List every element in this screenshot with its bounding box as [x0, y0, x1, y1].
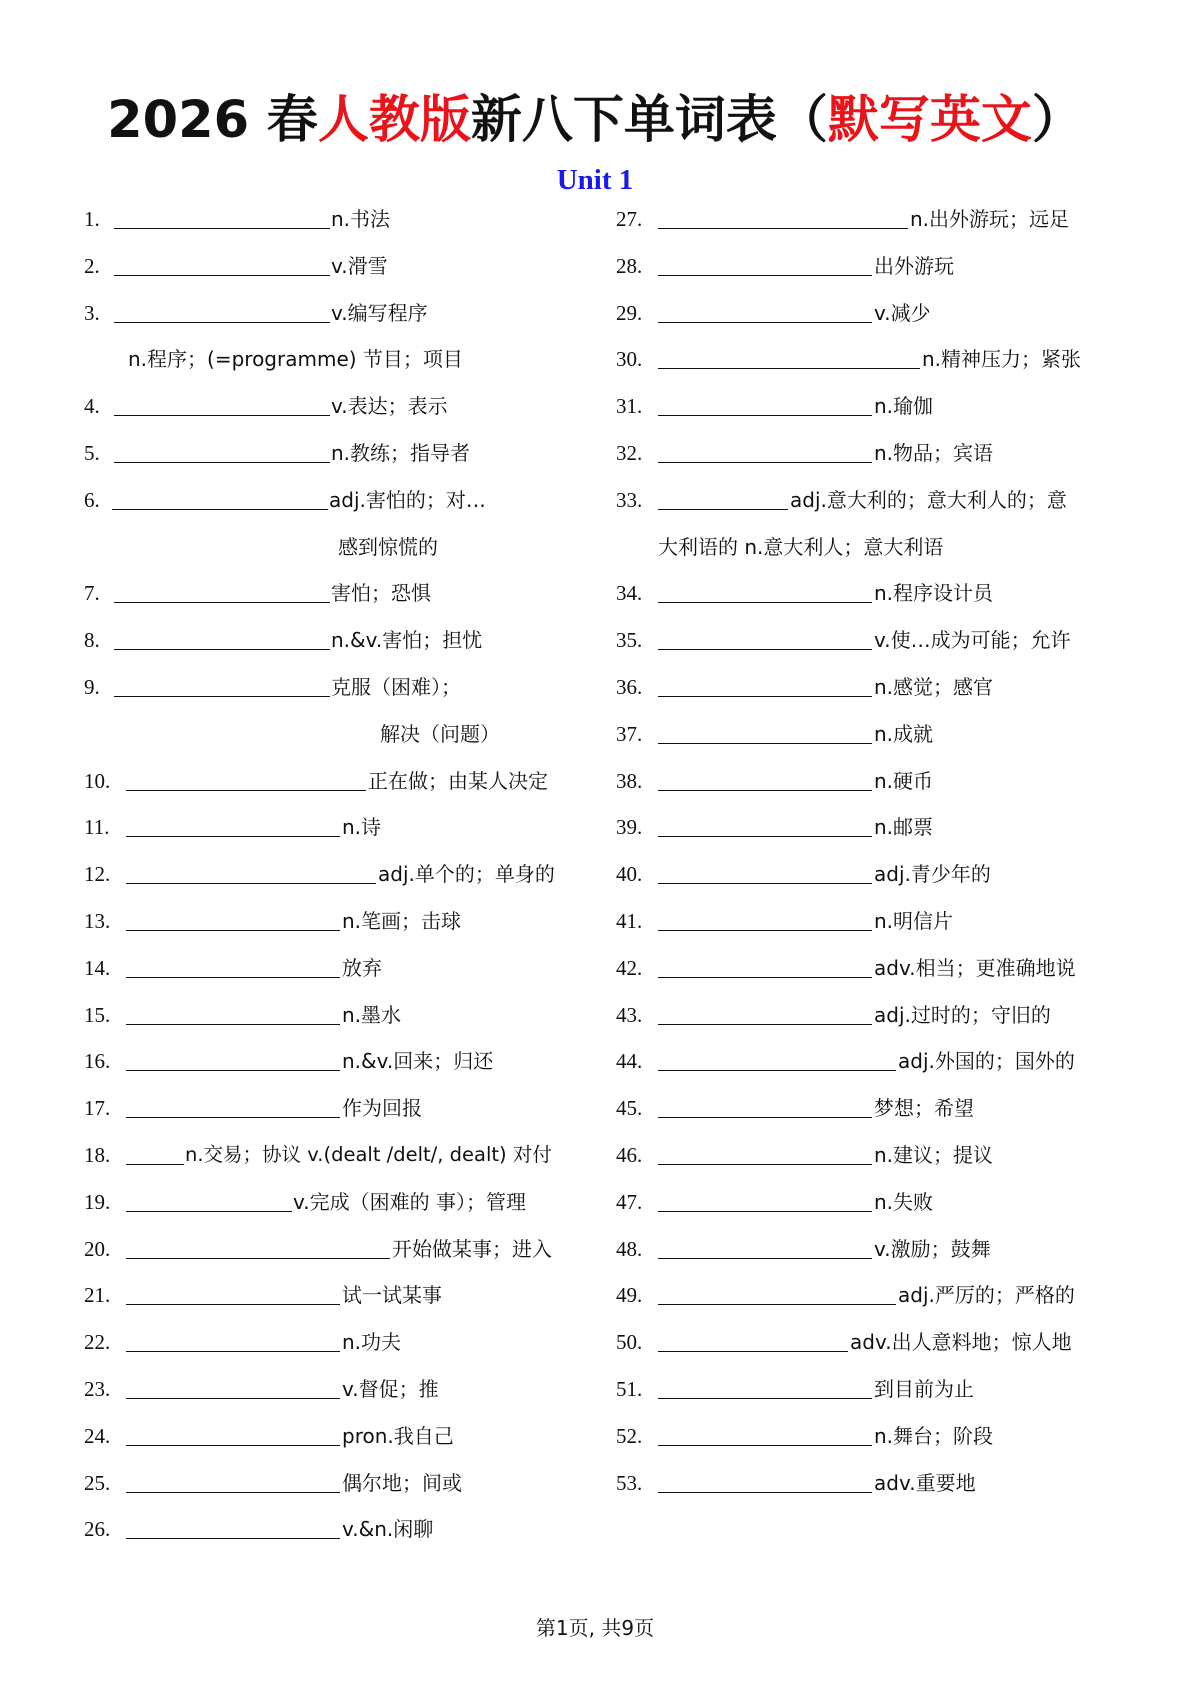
item-number: 20.	[84, 1236, 111, 1261]
item-number: 5.	[84, 440, 100, 465]
definition: 开始做某事；进入	[392, 1236, 552, 1261]
vocab-row	[84, 617, 582, 664]
answer-blank[interactable]	[658, 415, 872, 416]
vocab-row	[616, 617, 1108, 664]
answer-blank[interactable]	[658, 275, 872, 276]
definition: 作为回报	[342, 1096, 422, 1121]
vocab-row	[616, 430, 1108, 477]
item-number: 3.	[84, 300, 100, 325]
item-number: 48.	[616, 1236, 643, 1261]
item-number: 13.	[84, 908, 111, 933]
answer-blank[interactable]	[126, 1070, 340, 1071]
definition: n.笔画；击球	[342, 908, 462, 933]
answer-blank[interactable]	[114, 462, 330, 463]
item-number: 1.	[84, 207, 100, 231]
unit-heading: Unit 1	[556, 164, 634, 196]
definition: adj.害怕的；对…	[329, 487, 486, 512]
vocab-row	[84, 804, 582, 851]
item-number: 26.	[84, 1517, 111, 1542]
definition: n.硬币	[874, 768, 934, 793]
item-number: 53.	[616, 1470, 643, 1495]
answer-blank[interactable]	[114, 322, 330, 323]
vocab-row	[616, 1319, 1108, 1366]
item-number: 29.	[616, 300, 643, 325]
definition: n.程序；(=programme) 节目；项目	[128, 347, 463, 372]
answer-blank[interactable]	[658, 649, 872, 650]
answer-blank[interactable]	[658, 836, 872, 837]
vocab-row	[616, 1413, 1108, 1460]
vocab-row	[616, 243, 1108, 290]
definition: v.编写程序	[331, 300, 428, 325]
definition: n.诗	[342, 815, 382, 840]
vocab-row-continuation	[84, 711, 582, 758]
definition: n.精神压力；紧张	[922, 347, 1082, 372]
item-number: 30.	[616, 347, 643, 372]
answer-blank[interactable]	[658, 1258, 872, 1259]
answer-blank[interactable]	[126, 1304, 340, 1305]
answer-blank[interactable]	[658, 1211, 872, 1212]
vocab-row	[84, 1413, 582, 1460]
definition: 出外游玩	[874, 253, 954, 278]
definition: 正在做；由某人决定	[368, 768, 548, 793]
answer-blank[interactable]	[126, 1164, 184, 1165]
left-column	[84, 196, 582, 1553]
definition: v.使…成为可能；允许	[874, 628, 1071, 653]
definition: n.&v.害怕；担忧	[331, 628, 483, 653]
vocab-row-continuation	[84, 336, 582, 383]
answer-blank[interactable]	[126, 977, 340, 978]
answer-blank[interactable]	[114, 275, 330, 276]
answer-blank[interactable]	[658, 1351, 848, 1352]
item-number: 15.	[84, 1002, 111, 1027]
answer-blank[interactable]	[114, 602, 330, 603]
vocab-row	[84, 383, 582, 430]
definition: pron.我自己	[342, 1423, 454, 1448]
item-number: 21.	[84, 1283, 111, 1308]
definition: adj.过时的；守旧的	[874, 1002, 1051, 1027]
vocab-row	[616, 851, 1108, 898]
answer-blank[interactable]	[658, 883, 872, 884]
definition: 试一试某事	[342, 1283, 442, 1308]
vocab-row	[616, 570, 1108, 617]
definition: n.邮票	[874, 815, 934, 840]
vocab-row	[616, 758, 1108, 805]
item-number: 17.	[84, 1096, 111, 1121]
vocab-row	[84, 196, 582, 243]
vocab-row	[616, 1038, 1108, 1085]
item-number: 16.	[84, 1049, 111, 1074]
definition: 到目前为止	[874, 1376, 974, 1401]
item-number: 51.	[616, 1376, 643, 1401]
item-number: 33.	[616, 487, 643, 512]
title-main: 新八下单词表（	[470, 91, 828, 150]
definition: 解决（问题）	[380, 721, 500, 746]
vocab-row	[84, 1366, 582, 1413]
vocab-row	[84, 898, 582, 945]
page-footer: 第1页, 共9页	[535, 1616, 655, 1640]
answer-blank[interactable]	[126, 1445, 340, 1446]
vocab-row	[616, 383, 1108, 430]
item-number: 38.	[616, 768, 643, 793]
definition: 感到惊慌的	[338, 534, 438, 559]
item-number: 34.	[616, 581, 643, 606]
definition: adv.相当；更准确地说	[874, 955, 1076, 980]
item-number: 39.	[616, 815, 643, 840]
answer-blank[interactable]	[658, 977, 872, 978]
item-number: 11.	[84, 815, 110, 840]
vocab-row	[84, 1226, 582, 1273]
item-number: 14.	[84, 955, 111, 980]
definition: 偶尔地；间或	[342, 1470, 462, 1495]
definition: v.激励；鼓舞	[874, 1236, 991, 1261]
vocab-row-continuation	[616, 524, 1108, 571]
vocab-row	[616, 711, 1108, 758]
answer-blank[interactable]	[114, 696, 330, 697]
item-number: 47.	[616, 1189, 643, 1214]
item-number: 12.	[84, 862, 111, 887]
definition: adv.出人意料地；惊人地	[850, 1330, 1072, 1355]
item-number: 49.	[616, 1283, 643, 1308]
definition: 害怕；恐惧	[331, 581, 431, 606]
vocab-row	[84, 1272, 582, 1319]
definition: 大利语的 n.意大利人；意大利语	[658, 534, 944, 559]
item-number: 52.	[616, 1423, 643, 1448]
item-number: 31.	[616, 394, 643, 419]
item-number: 28.	[616, 253, 643, 278]
definition: n.功夫	[342, 1330, 402, 1355]
definition: v.滑雪	[331, 253, 388, 278]
vocab-row	[84, 290, 582, 337]
answer-blank[interactable]	[114, 415, 330, 416]
title-close: ）	[1031, 91, 1083, 150]
vocab-row	[84, 243, 582, 290]
definition: v.减少	[874, 300, 931, 325]
definition: adj.意大利的；意大利人的；意	[790, 487, 1067, 512]
item-number: 32.	[616, 440, 643, 465]
definition: v.完成（困难的 事）；管理	[293, 1189, 526, 1214]
vocab-row	[616, 1460, 1108, 1507]
vocab-row	[616, 336, 1108, 383]
vocab-row	[616, 664, 1108, 711]
definition: n.交易；协议 v.(dealt /delt/, dealt) 对付	[185, 1142, 552, 1166]
definition: n.瑜伽	[874, 394, 934, 419]
vocab-row	[84, 1132, 582, 1179]
page-title	[0, 86, 1190, 156]
vocab-row	[84, 1506, 582, 1553]
item-number: 23.	[84, 1376, 111, 1401]
vocab-row	[84, 945, 582, 992]
vocab-row	[616, 477, 1108, 524]
answer-blank[interactable]	[658, 368, 920, 369]
definition: v.&n.闲聊	[342, 1517, 434, 1542]
answer-blank[interactable]	[658, 1304, 896, 1305]
item-number: 36.	[616, 674, 643, 699]
answer-blank[interactable]	[126, 836, 340, 837]
definition: n.明信片	[874, 908, 954, 933]
answer-blank[interactable]	[126, 1492, 340, 1493]
vocab-row	[616, 992, 1108, 1039]
vocab-row	[84, 1319, 582, 1366]
answer-blank[interactable]	[658, 696, 872, 697]
definition: adj.严厉的；严格的	[898, 1283, 1075, 1308]
definition: n.&v.回来；归还	[342, 1049, 494, 1074]
item-number: 45.	[616, 1096, 643, 1121]
definition: n.成就	[874, 721, 934, 746]
definition: adj.单个的；单身的	[378, 862, 555, 887]
item-number: 9.	[84, 674, 100, 699]
definition: adj.青少年的	[874, 862, 991, 887]
title-year: 2026 春	[107, 91, 318, 150]
vocab-row	[616, 945, 1108, 992]
answer-blank[interactable]	[112, 509, 328, 510]
vocab-row	[616, 290, 1108, 337]
answer-blank[interactable]	[658, 1070, 896, 1071]
answer-blank[interactable]	[658, 790, 872, 791]
definition: n.出外游玩；远足	[910, 207, 1070, 231]
title-publisher: 人教版	[317, 91, 471, 150]
vocab-row-continuation	[84, 524, 582, 571]
vocab-row	[84, 758, 582, 805]
answer-blank[interactable]	[658, 1445, 872, 1446]
answer-blank[interactable]	[126, 1024, 340, 1025]
definition: n.墨水	[342, 1002, 402, 1027]
answer-blank[interactable]	[658, 1117, 872, 1118]
item-number: 40.	[616, 862, 643, 887]
definition: adv.重要地	[874, 1470, 976, 1495]
title-mode: 默写英文	[827, 91, 1032, 150]
vocab-row	[616, 1272, 1108, 1319]
vocab-row	[84, 851, 582, 898]
item-number: 25.	[84, 1470, 111, 1495]
item-number: 7.	[84, 581, 100, 606]
definition: n.感觉；感官	[874, 674, 994, 699]
answer-blank[interactable]	[126, 930, 340, 931]
item-number: 4.	[84, 394, 100, 419]
answer-blank[interactable]	[114, 649, 330, 650]
answer-blank[interactable]	[658, 743, 872, 744]
item-number: 50.	[616, 1330, 643, 1355]
answer-blank[interactable]	[126, 1538, 340, 1539]
item-number: 42.	[616, 955, 643, 980]
item-number: 41.	[616, 908, 643, 933]
item-number: 19.	[84, 1189, 111, 1214]
item-number: 6.	[84, 487, 100, 512]
vocab-row	[84, 570, 582, 617]
item-number: 18.	[84, 1142, 111, 1167]
definition: n.程序设计员	[874, 581, 994, 606]
vocab-row	[616, 1226, 1108, 1273]
answer-blank[interactable]	[658, 1024, 872, 1025]
vocab-row	[84, 1460, 582, 1507]
definition: n.失败	[874, 1189, 934, 1214]
right-column	[616, 196, 1108, 1506]
vocab-row	[616, 1179, 1108, 1226]
answer-blank[interactable]	[126, 1351, 340, 1352]
item-number: 43.	[616, 1002, 643, 1027]
item-number: 2.	[84, 253, 100, 278]
vocab-row	[616, 898, 1108, 945]
vocab-row	[84, 1085, 582, 1132]
definition: n.建议；提议	[874, 1142, 994, 1167]
definition: 克服（困难）；	[331, 674, 461, 699]
vocab-row	[84, 430, 582, 477]
answer-blank[interactable]	[658, 228, 908, 229]
definition: n.书法	[331, 207, 391, 231]
answer-blank[interactable]	[126, 1398, 340, 1399]
answer-blank[interactable]	[658, 1492, 872, 1493]
answer-blank[interactable]	[126, 1211, 292, 1212]
vocab-row	[616, 1366, 1108, 1413]
item-number: 35.	[616, 628, 643, 653]
definition: adj.外国的；国外的	[898, 1049, 1075, 1074]
item-number: 8.	[84, 628, 100, 653]
item-number: 27.	[616, 207, 643, 231]
answer-blank[interactable]	[658, 1164, 872, 1165]
answer-blank[interactable]	[658, 930, 872, 931]
item-number: 10.	[84, 768, 111, 793]
answer-blank[interactable]	[658, 322, 872, 323]
definition: v.表达；表示	[331, 394, 448, 419]
answer-blank[interactable]	[658, 462, 872, 463]
item-number: 44.	[616, 1049, 643, 1074]
answer-blank[interactable]	[126, 790, 366, 791]
definition: n.物品；宾语	[874, 440, 994, 465]
item-number: 37.	[616, 721, 643, 746]
definition: n.舞台；阶段	[874, 1423, 994, 1448]
answer-blank[interactable]	[658, 602, 872, 603]
answer-blank[interactable]	[658, 509, 788, 510]
vocab-row	[616, 1085, 1108, 1132]
answer-blank[interactable]	[126, 883, 376, 884]
definition: 放弃	[342, 955, 382, 980]
vocab-row	[84, 477, 582, 524]
vocab-row	[616, 196, 1108, 243]
answer-blank[interactable]	[114, 228, 330, 229]
vocab-row	[84, 1179, 582, 1226]
vocab-row	[84, 664, 582, 711]
item-number: 22.	[84, 1330, 111, 1355]
definition: n.教练；指导者	[331, 440, 471, 465]
item-number: 24.	[84, 1423, 111, 1448]
definition: v.督促；推	[342, 1376, 439, 1401]
definition: 梦想；希望	[874, 1096, 974, 1121]
vocab-row	[84, 1038, 582, 1085]
item-number: 46.	[616, 1142, 643, 1167]
vocab-row	[616, 804, 1108, 851]
vocab-row	[616, 1132, 1108, 1179]
answer-blank[interactable]	[126, 1258, 390, 1259]
answer-blank[interactable]	[126, 1117, 340, 1118]
answer-blank[interactable]	[658, 1398, 872, 1399]
vocab-row	[84, 992, 582, 1039]
